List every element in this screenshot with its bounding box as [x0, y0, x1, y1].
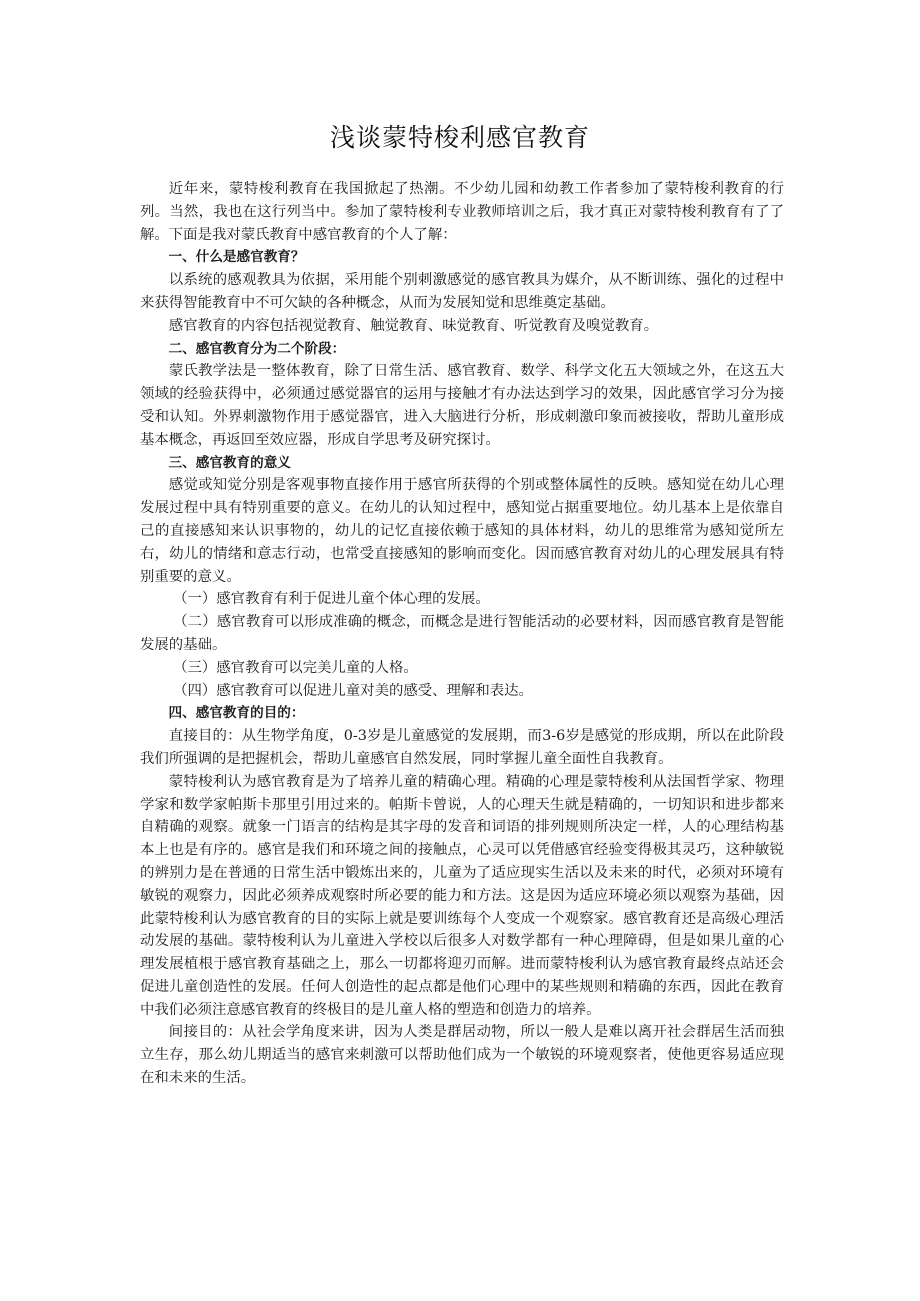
intro-paragraph: 近年来，蒙特梭利教育在我国掀起了热潮。不少幼儿园和幼教工作者参加了蒙特梭利教育的行列。当然，我也在这行列当中。参加了蒙特梭利专业教师培训之后，我才真正对蒙特梭利教育有了了解。下面是我对蒙氏教育中感官教育的个人了解：	[140, 181, 784, 243]
list-item: （一）感官教育有利于促进儿童个体心理的发展。	[173, 591, 490, 608]
section-heading-4: 四、感官教育的目的：	[168, 705, 305, 722]
document-body	[140, 178, 784, 1090]
section-heading-3: 三、感官教育的意义	[168, 454, 291, 471]
body-paragraph: 感官教育的内容包括视觉教育、触觉教育、味觉教育、听觉教育及嗅觉教育。	[168, 317, 659, 334]
body-paragraph: 以系统的感观教具为依据，采用能个别刺激感觉的感官教具为媒介，从不断训练、强化的过程中来获得智能教育中不可欠缺的各种概念，从而为发展知觉和思维奠定基础。	[140, 272, 784, 311]
section-heading-2: 二、感官教育分为二个阶段：	[168, 340, 346, 357]
section-heading-1: 一、什么是感官教育？	[168, 249, 305, 266]
document-title: 浅谈蒙特梭利感官教育	[329, 123, 590, 152]
body-paragraph: 感觉或知觉分别是客观事物直接作用于感官所获得的个别或整体属性的反映。感知觉在幼儿心理发展过程中具有特别重要的意义。在幼儿的认知过程中，感知觉占据重要地位。幼儿基本上是依靠自己的直接感知来认识事物的，幼儿的记忆直接依赖于感知的具体材料，幼儿的思维常为感知觉所左右，幼儿的情绪和意志行动，也常受直接感知的影响而变化。因而感官教育对幼儿的心理发展具有特别重要的意义。	[140, 477, 784, 585]
list-item: （三）感官教育可以完美儿童的人格。	[173, 659, 418, 676]
list-item: （二）感官教育可以形成准确的概念，而概念是进行智能活动的必要材料，因而感官教育是智能发展的基础。	[140, 614, 784, 653]
body-paragraph: 直接目的：从生物学角度，0-3岁是儿童感觉的发展期，而3-6岁是感觉的形成期，所以在此阶段我们所强调的是把握机会，帮助儿童感官自然发展，同时掌握儿童全面性自我教育。	[140, 728, 784, 767]
body-paragraph: 蒙特梭利认为感官教育是为了培养儿童的精确心理。精确的心理是蒙特梭利从法国哲学家、物理学家和数学家帕斯卡那里引用过来的。帕斯卡曾说，人的心理天生就是精确的，一切知识和进步都来自精确的观察。就象一门语言的结构是其字母的发音和词语的排列规则所决定一样，人的心理结构基本上也是有序的。感官是我们和环境之间的接触点，心灵可以凭借感官经验变得极其灵巧，这种敏锐的辨别力是在普通的日常生活中锻炼出来的，儿童为了适应现实生活以及未来的时代，必须对环境有敏锐的观察力，因此必须养成观察时所必要的能力和方法。这是因为适应环境必须以观察为基础，因此蒙特梭利认为感官教育的目的实际上就是要训练每个人变成一个观察家。感官教育还是高级心理活动发展的基础。蒙特梭利认为儿童进入学校以后很多人对数学都有一种心理障碍，但是如果儿童的心理发展植根于感官教育基础之上，那么一切都将迎刃而解。进而蒙特梭利认为感官教育最终点站还会促进儿童创造性的发展。任何人创造性的起点都是他们心理中的某些规则和精确的东西，因此在教育中我们必须注意感官教育的终极目的是儿童人格的塑造和创造力的培养。	[140, 773, 784, 1018]
body-paragraph: 间接目的：从社会学角度来讲，因为人类是群居动物，所以一般人是难以离开社会群居生活而独立生存，那么幼儿期适当的感官来刺激可以帮助他们成为一个敏锐的环境观察者，使他更容易适应现在和未来的生活。	[140, 1024, 784, 1087]
list-item: （四）感官教育可以促进儿童对美的感受、理解和表达。	[173, 682, 533, 699]
body-paragraph: 蒙氏教学法是一整体教育，除了日常生活、感官教育、数学、科学文化五大领域之外，在这五大领域的经验获得中，必须通过感觉器官的运用与接触才有办法达到学习的效果，因此感官学习分为接受和认知。外界刺激物作用于感觉器官，进入大脑进行分析，形成刺激印象而被接收，帮助儿童形成基本概念，再返回至效应器，形成自学思考及研究探讨。	[140, 363, 784, 448]
